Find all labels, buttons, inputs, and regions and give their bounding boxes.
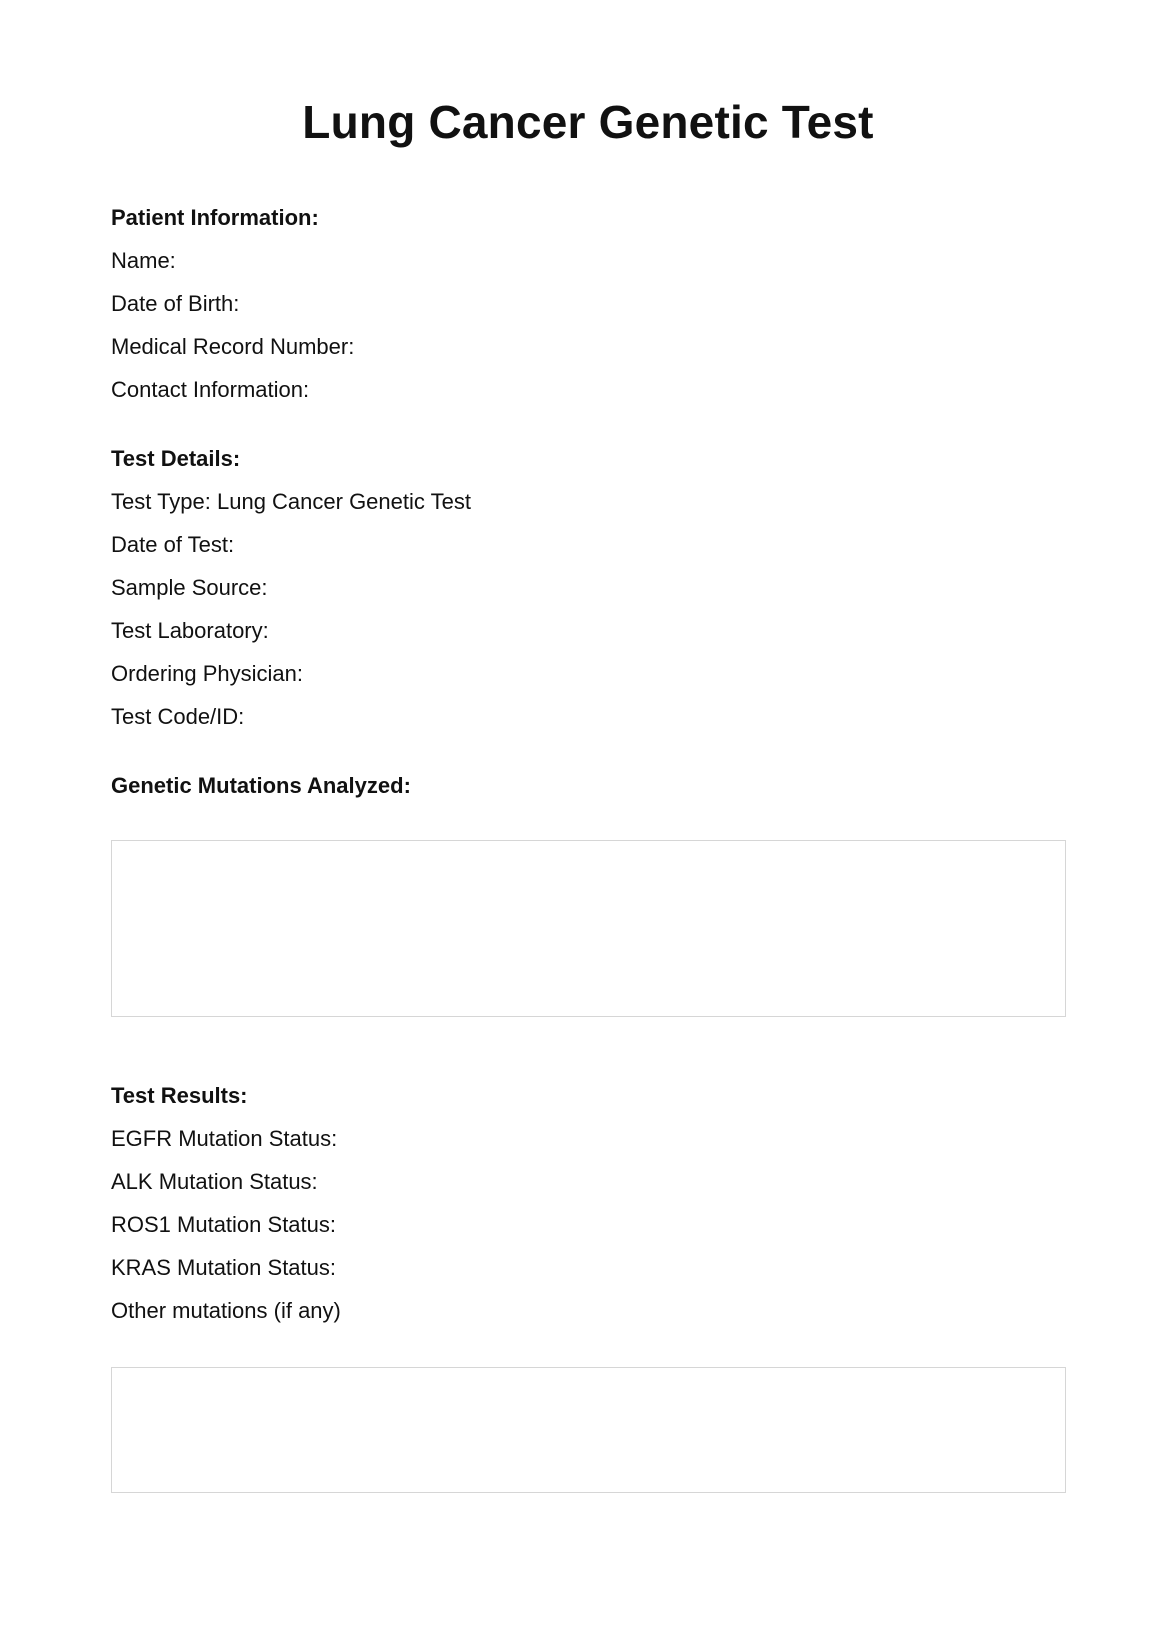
date-of-test-field-label: Date of Test: <box>111 532 235 557</box>
name-field-label: Name: <box>111 248 176 273</box>
ros1-mutation-status-label: ROS1 Mutation Status: <box>111 1212 336 1237</box>
genetic-mutations-heading: Genetic Mutations Analyzed: <box>111 773 411 798</box>
contact-information-field-label: Contact Information: <box>111 377 310 402</box>
medical-record-number-field-label: Medical Record Number: <box>111 334 355 359</box>
kras-mutation-status-label: KRAS Mutation Status: <box>111 1255 336 1280</box>
test-details-heading: Test Details: <box>111 446 241 471</box>
page-title: Lung Cancer Genetic Test <box>302 96 874 148</box>
genetic-mutations-input-box[interactable] <box>111 840 1066 1017</box>
test-details-section <box>111 444 1071 732</box>
test-type-field-label: Test Type: Lung Cancer Genetic Test <box>111 489 471 514</box>
ordering-physician-field-label: Ordering Physician: <box>111 661 303 686</box>
test-laboratory-field-label: Test Laboratory: <box>111 618 269 643</box>
other-mutations-input-box[interactable] <box>111 1367 1066 1493</box>
test-code-id-field-label: Test Code/ID: <box>111 704 245 729</box>
test-results-section <box>111 1081 1071 1326</box>
test-results-heading: Test Results: <box>111 1083 248 1108</box>
patient-information-section <box>111 203 1071 405</box>
other-mutations-label: Other mutations (if any) <box>111 1298 341 1323</box>
genetic-mutations-section <box>111 771 1071 814</box>
sample-source-field-label: Sample Source: <box>111 575 268 600</box>
patient-information-heading: Patient Information: <box>111 205 319 230</box>
egfr-mutation-status-label: EGFR Mutation Status: <box>111 1126 338 1151</box>
date-of-birth-field-label: Date of Birth: <box>111 291 240 316</box>
alk-mutation-status-label: ALK Mutation Status: <box>111 1169 318 1194</box>
